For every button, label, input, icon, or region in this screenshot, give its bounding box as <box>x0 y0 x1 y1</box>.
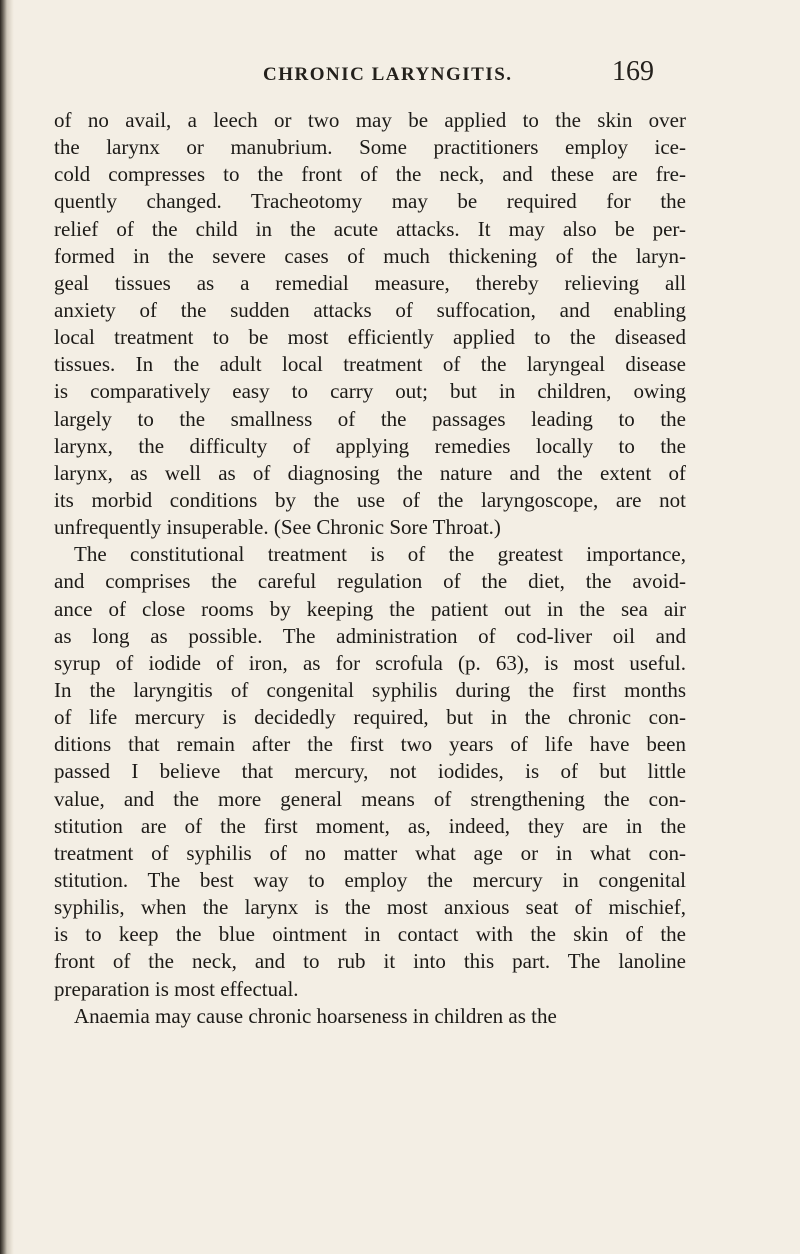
text-line: tissues. In the adult local treatment of the laryngeal disease <box>54 352 686 377</box>
text-line: ditions that remain after the first two years of life have been <box>54 732 686 757</box>
text-line: front of the neck, and to rub it into this part. The lanoline <box>54 949 686 974</box>
paragraph-start-line: The constitutional treatment is of the greatest importance, <box>74 542 686 567</box>
text-line: geal tissues as a remedial measure, thereby relieving all <box>54 270 686 295</box>
text-line: as long as possible. The administration of cod-liver oil and <box>54 623 686 648</box>
text-line: of life mercury is decidedly required, but in the chronic con- <box>54 705 686 730</box>
text-line: ance of close rooms by keeping the patient out in the sea air <box>54 596 686 621</box>
text-line: treatment of syphilis of no matter what age or in what con- <box>54 840 686 865</box>
page-number: 169 <box>612 56 654 87</box>
text-line: and comprises the careful regulation of the diet, the avoid- <box>54 569 686 594</box>
page-binding-edge <box>0 0 14 1254</box>
text-line: stitution are of the first moment, as, indeed, they are in the <box>54 813 686 838</box>
text-line: larynx, the difficulty of applying remedies locally to the <box>54 433 686 458</box>
text-line: larynx, as well as of diagnosing the nature and the extent of <box>54 460 686 485</box>
text-line: unfrequently insuperable. (See Chronic Sore Throat.) <box>54 515 501 540</box>
text-line: syrup of iodide of iron, as for scrofula (p. 63), is most useful. <box>54 650 686 675</box>
text-line: cold compresses to the front of the neck, and these are fre- <box>54 162 686 187</box>
text-line: formed in the severe cases of much thickening of the laryn- <box>54 243 686 268</box>
text-line: anxiety of the sudden attacks of suffocation, and enabling <box>54 297 686 322</box>
text-line: largely to the smallness of the passages leading to the <box>54 406 686 431</box>
text-line: passed I believe that mercury, not iodides, is of but little <box>54 759 686 784</box>
text-line: value, and the more general means of strengthening the con- <box>54 786 686 811</box>
text-line: In the laryngitis of congenital syphilis during the first months <box>54 677 686 702</box>
text-line: quently changed. Tracheotomy may be required for the <box>54 189 686 214</box>
text-line: syphilis, when the larynx is the most anxious seat of mischief, <box>54 895 686 920</box>
text-line: is to keep the blue ointment in contact with the skin of the <box>54 922 686 947</box>
text-line: local treatment to be most efficiently applied to the diseased <box>54 325 686 350</box>
body-text <box>54 107 686 1030</box>
running-head: CHRONIC LARYNGITIS. <box>263 64 513 85</box>
text-line: the larynx or manubrium. Some practitioners employ ice- <box>54 135 686 160</box>
text-line: preparation is most effectual. <box>54 976 299 1001</box>
text-line: stitution. The best way to employ the mercury in congenital <box>54 867 686 892</box>
paragraph-start-line: Anaemia may cause chronic hoarseness in children as the <box>74 1003 557 1028</box>
page-header <box>0 56 800 96</box>
text-line: of no avail, a leech or two may be applied to the skin over <box>54 108 686 132</box>
text-line: its morbid conditions by the use of the laryngoscope, are not <box>54 487 686 512</box>
text-line: is comparatively easy to carry out; but in children, owing <box>54 379 686 404</box>
text-line: relief of the child in the acute attacks. It may also be per- <box>54 216 686 241</box>
